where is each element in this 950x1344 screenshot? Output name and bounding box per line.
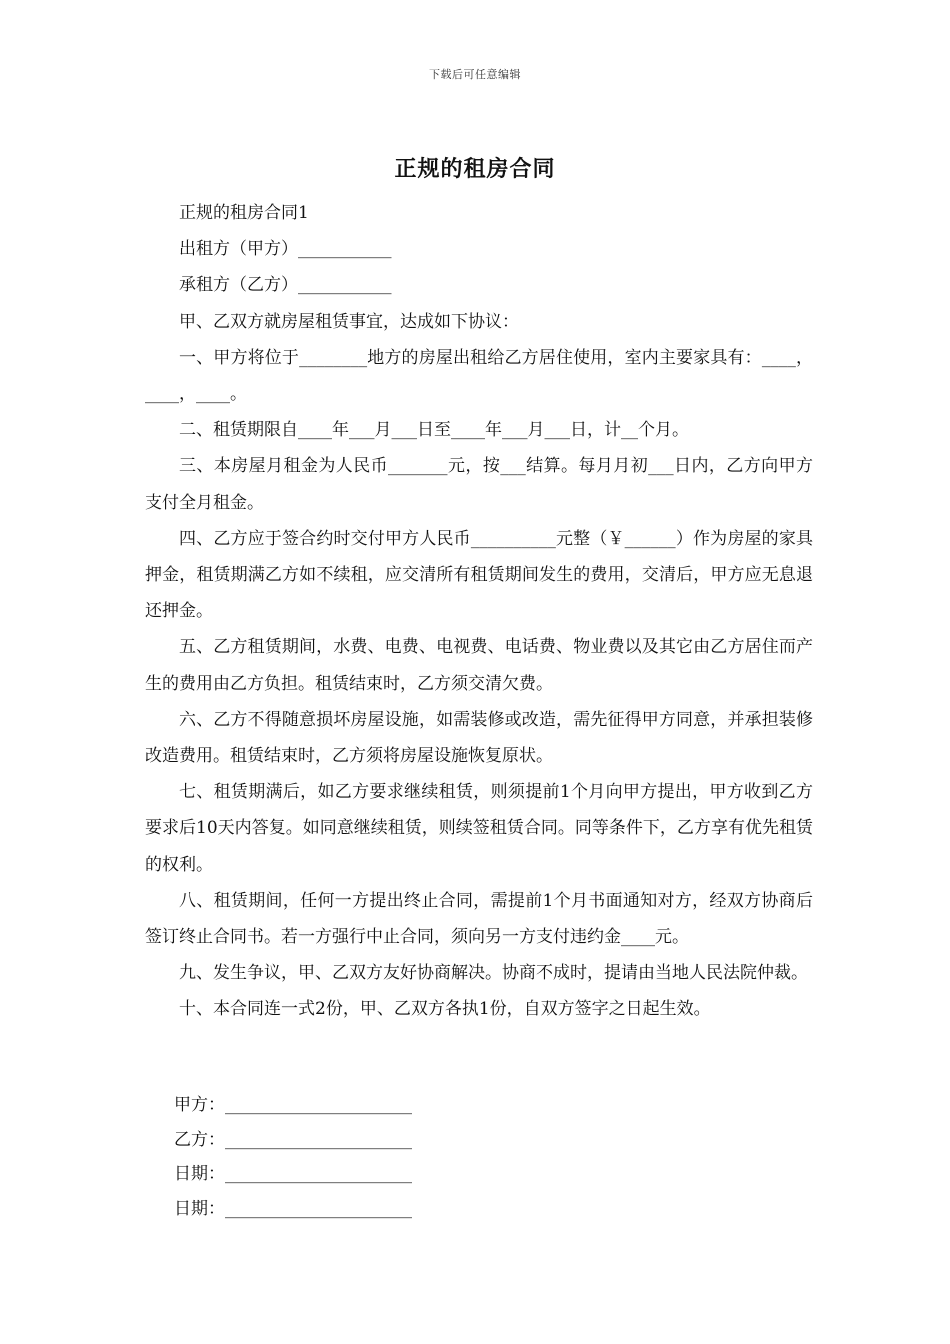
document-title: 正规的租房合同 xyxy=(394,156,556,182)
lessee-line: 承租方（乙方）___________ xyxy=(179,275,392,296)
clause-10: 十、本合同连一式2份，甲、乙双方各执1份，自双方签字之日起生效。 xyxy=(179,999,711,1020)
signature-block xyxy=(145,1088,813,1226)
lessor-line: 出租方（甲方）___________ xyxy=(179,239,392,260)
signature-date-2: 日期：______________________ xyxy=(174,1198,412,1219)
clause-2: 二、租赁期限自____年___月___日至____年___月___日，计__个月。 xyxy=(179,420,689,441)
clause-5: 五、乙方租赁期间，水费、电费、电视费、电话费、物业费以及其它由乙方居住而产生的费用由乙方负担。租赁结束时，乙方须交清欠费。 xyxy=(145,637,813,694)
header-note: 下载后可任意编辑 xyxy=(429,68,521,81)
clause-4: 四、乙方应于签合约时交付甲方人民币__________元整（￥______）作为房屋的家具押金，租赁期满乙方如不续租，应交清所有租赁期间发生的费用，交清后，甲方应无息退还押金。 xyxy=(145,528,813,622)
agreement-intro: 甲、乙双方就房屋租赁事宜，达成如下协议： xyxy=(179,311,519,332)
clause-1: 一、甲方将位于________地方的房屋出租给乙方居住使用，室内主要家具有：____，____，____。 xyxy=(145,347,813,405)
signature-party-b: 乙方：______________________ xyxy=(174,1129,412,1150)
signature-party-a: 甲方：______________________ xyxy=(174,1095,412,1115)
clause-6: 六、乙方不得随意损坏房屋设施，如需装修或改造，需先征得甲方同意，并承担装修改造费用。租赁结束时，乙方须将房屋设施恢复原状。 xyxy=(145,709,813,767)
contract-body xyxy=(145,195,813,1028)
clause-9: 九、发生争议，甲、乙双方友好协商解决。协商不成时，提请由当地人民法院仲裁。 xyxy=(179,963,808,984)
clause-8: 八、租赁期间，任何一方提出终止合同，需提前1个月书面通知对方，经双方协商后签订终止合同书。若一方强行中止合同，须向另一方支付违约金____元。 xyxy=(145,890,813,948)
signature-date-1: 日期：______________________ xyxy=(174,1164,412,1184)
clause-3: 三、本房屋月租金为人民币_______元，按___结算。每月月初___日内，乙方向甲方支付全月租金。 xyxy=(145,456,813,513)
clause-7: 七、租赁期满后，如乙方要求继续租赁，则须提前1个月向甲方提出，甲方收到乙方要求后10天内答复。如同意继续租赁，则续签租赁合同。同等条件下，乙方享有优先租赁的权利。 xyxy=(145,782,813,875)
contract-subtitle: 正规的租房合同1 xyxy=(179,203,309,223)
